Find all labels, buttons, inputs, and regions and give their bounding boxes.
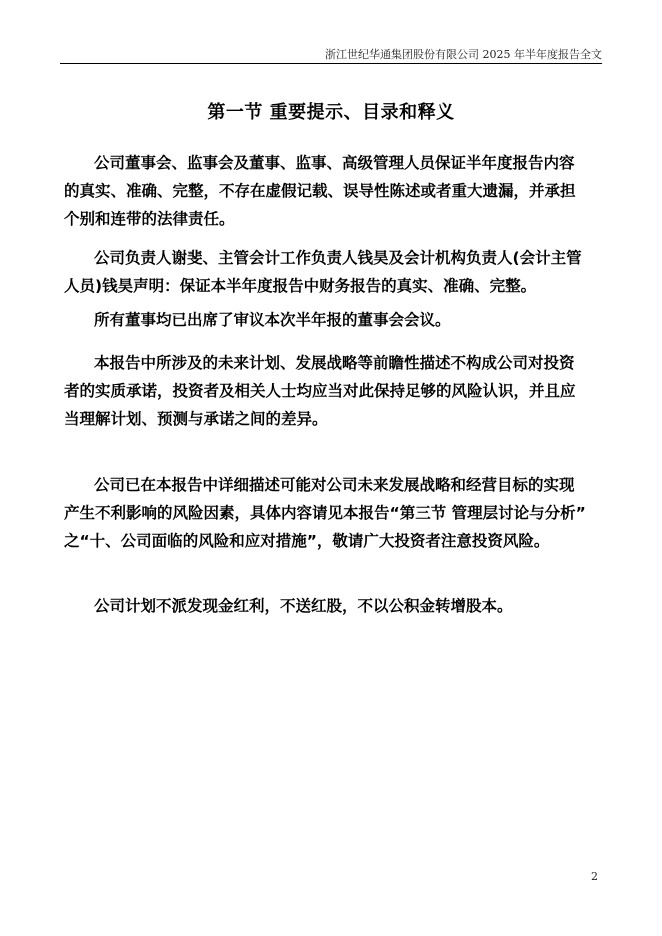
paragraph-line: 公司已在本报告中详细描述可能对公司未来发展战略和经营目标的实现 xyxy=(94,476,575,494)
paragraph-line: 的真实、准确、完整，不存在虚假记载、误导性陈述或者重大遗漏，并承担 xyxy=(64,182,576,200)
running-header: 浙江世纪华通集团股份有限公司 2025 年半年度报告全文 xyxy=(325,48,602,61)
paragraph-line: 当理解计划、预测与承诺之间的差异。 xyxy=(64,410,328,428)
paragraph-directors-attendance xyxy=(64,306,604,334)
paragraph-line: 公司董事会、监事会及董事、监事、高级管理人员保证半年度报告内容 xyxy=(94,154,575,172)
page-number: 2 xyxy=(591,870,598,883)
paragraph-line: 个别和连带的法律责任。 xyxy=(64,210,235,228)
paragraph-board-guarantee xyxy=(64,149,604,233)
paragraph-line: 产生不利影响的风险因素，具体内容请见本报告“第三节 管理层讨论与分析” xyxy=(64,504,586,522)
paragraph-line: 公司计划不派发现金红利，不送红股，不以公积金转增股本。 xyxy=(94,597,513,615)
paragraph-line: 本报告中所涉及的未来计划、发展战略等前瞻性描述不构成公司对投资 xyxy=(94,354,575,372)
paragraph-risk-factors xyxy=(64,471,604,555)
paragraph-line: 者的实质承诺，投资者及相关人士均应当对此保持足够的风险认识，并且应 xyxy=(64,382,576,400)
header-rule xyxy=(60,63,602,64)
paragraph-forward-looking xyxy=(64,349,604,433)
paragraph-line: 公司负责人谢斐、主管会计工作负责人钱昊及会计机构负责人(会计主管 xyxy=(94,249,582,267)
paragraph-dividend-plan xyxy=(64,592,604,620)
paragraph-line: 人员)钱昊声明：保证本半年度报告中财务报告的真实、准确、完整。 xyxy=(64,277,537,295)
section-title: 第一节 重要提示、目录和释义 xyxy=(207,102,455,123)
paragraph-line: 之“十、公司面临的风险和应对措施”，敬请广大投资者注意投资风险。 xyxy=(64,532,550,550)
paragraph-line: 所有董事均已出席了审议本次半年报的董事会会议。 xyxy=(94,311,451,329)
paragraph-responsible-persons xyxy=(64,244,604,300)
